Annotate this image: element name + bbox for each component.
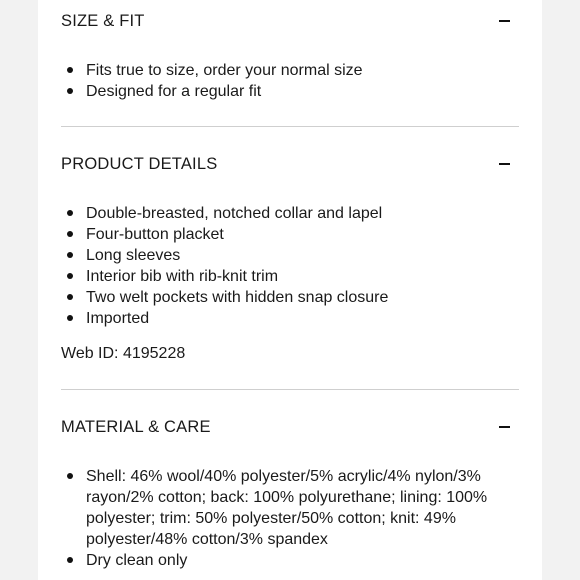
material-care-list <box>61 466 519 571</box>
product-details-section <box>61 149 519 364</box>
list-item: Dry clean only <box>61 550 519 571</box>
list-item: Double-breasted, notched collar and lapel <box>61 203 519 224</box>
size-fit-list <box>61 60 519 102</box>
size-fit-header[interactable] <box>61 6 519 36</box>
list-item: Fits true to size, order your normal size <box>61 60 519 81</box>
material-care-section <box>61 412 519 571</box>
size-fit-title: SIZE & FIT <box>61 11 145 30</box>
collapse-minus-icon[interactable] <box>492 152 516 176</box>
list-item: Two welt pockets with hidden snap closure <box>61 287 519 308</box>
list-item: Long sleeves <box>61 245 519 266</box>
material-care-title: MATERIAL & CARE <box>61 417 211 436</box>
list-item: Imported <box>61 308 519 329</box>
product-details-title: PRODUCT DETAILS <box>61 154 218 173</box>
size-fit-section <box>61 6 519 102</box>
list-item: Four-button placket <box>61 224 519 245</box>
list-item: Shell: 46% wool/40% polyester/5% acrylic/4% nylon/3% rayon/2% cotton; back: 100% polyurethane; lining: 100% polyester; trim: 50% polyester/50% cotton; knit: 49% polyester/48% cotton/3% spandex <box>61 466 519 550</box>
product-details-list <box>61 203 519 329</box>
list-item: Designed for a regular fit <box>61 81 519 102</box>
collapse-minus-icon[interactable] <box>492 415 516 439</box>
product-details-header[interactable] <box>61 149 519 179</box>
material-care-header[interactable] <box>61 412 519 442</box>
collapse-minus-icon[interactable] <box>492 9 516 33</box>
product-info-panel <box>38 0 542 580</box>
web-id: Web ID: 4195228 <box>61 345 186 362</box>
section-divider <box>61 126 519 127</box>
section-divider <box>61 389 519 390</box>
list-item: Interior bib with rib-knit trim <box>61 266 519 287</box>
